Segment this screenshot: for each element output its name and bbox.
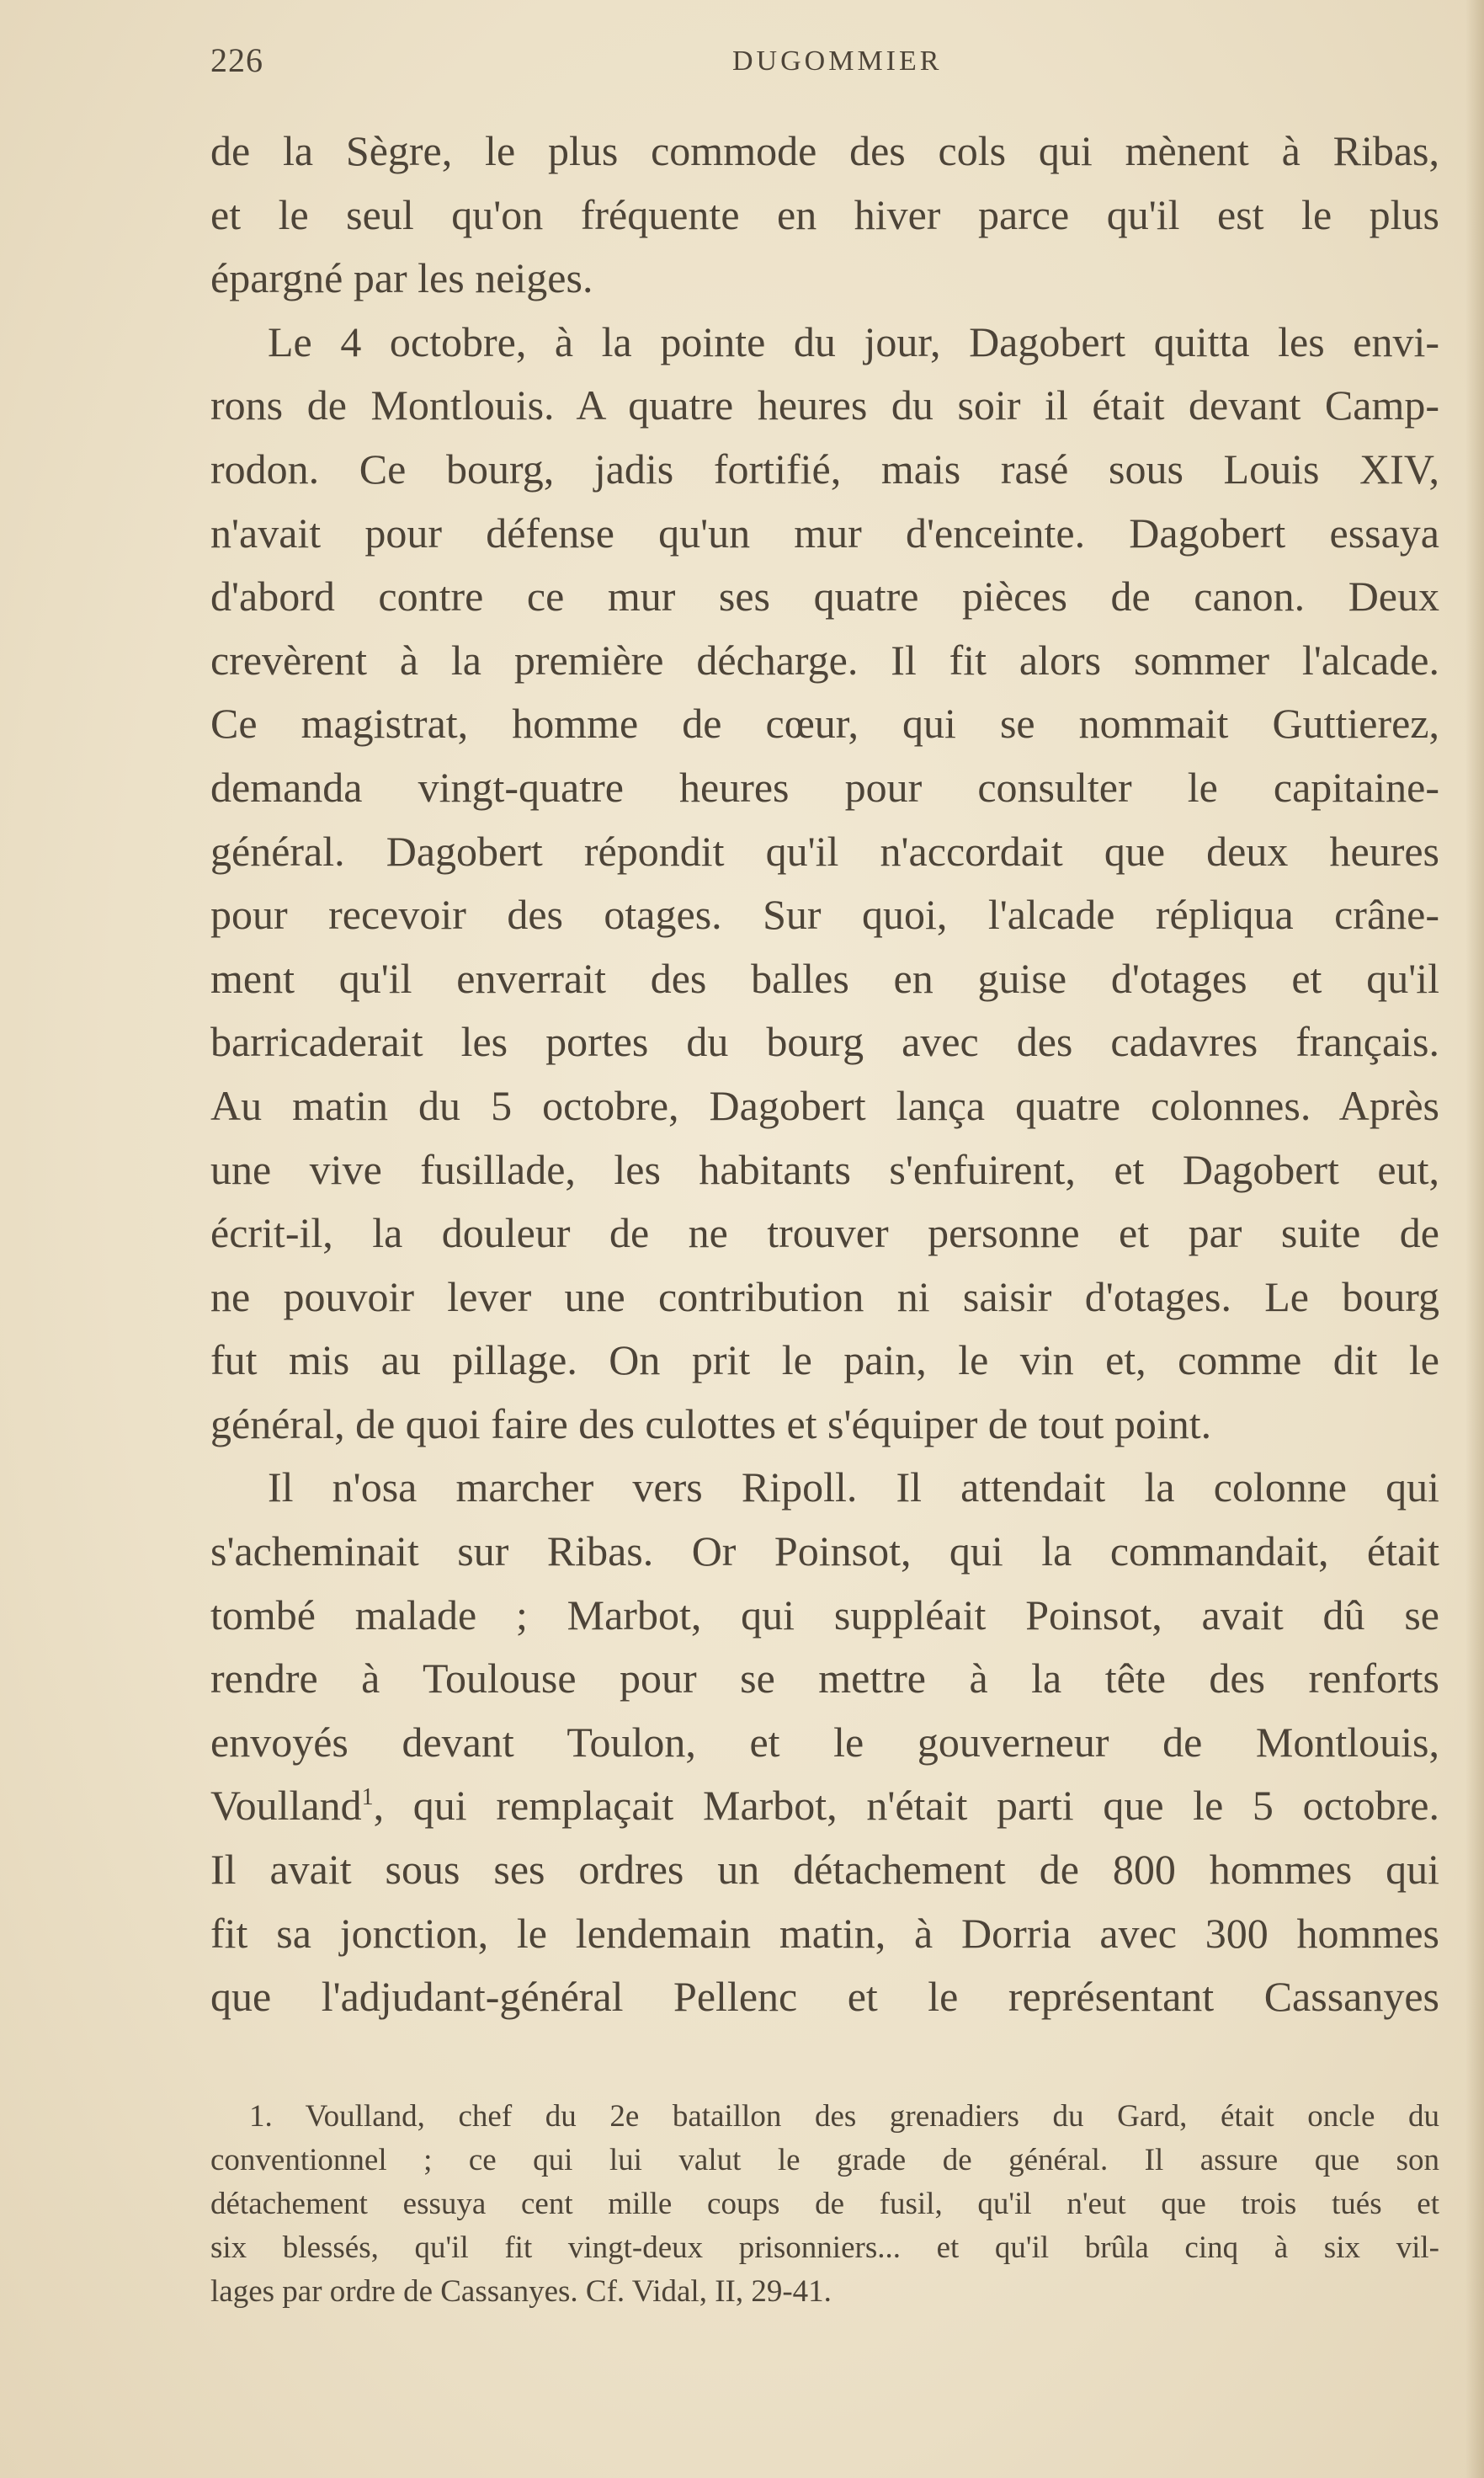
text-line: fit sa jonction, le lendemain matin, à Dorria avec 300 hommes (210, 1909, 1439, 1957)
footnote-line: conventionnel ; ce qui lui valut le grade de général. Il assure que son (210, 2143, 1439, 2177)
footnote-line: lages par ordre de Cassanyes. Cf. Vidal, II, 29-41. (210, 2274, 832, 2309)
text-line: n'avait pour défense qu'un mur d'enceinte. Dagobert essaya (210, 509, 1439, 557)
text-line: pour recevoir des otages. Sur quoi, l'alcade répliqua crâne- (210, 891, 1439, 939)
text-line: rodon. Ce bourg, jadis fortifié, mais rasé sous Louis XIV, (210, 445, 1439, 493)
text-line: Le 4 octobre, à la pointe du jour, Dagobert quitta les envi- (268, 317, 1439, 365)
text-line: que l'adjudant-général Pellenc et le représentant Cassanyes (210, 1973, 1439, 2021)
text-line: tombé malade ; Marbot, qui suppléait Poinsot, avait dû se (210, 1591, 1439, 1639)
text-line: épargné par les neiges. (210, 254, 593, 302)
footnote-line: détachement essuya cent mille coups de fusil, qu'il n'eut que trois tués et (210, 2187, 1439, 2221)
text-line: ment qu'il enverrait des balles en guise d'otages et qu'il (210, 954, 1439, 1002)
text-line: ne pouvoir lever une contribution ni saisir d'otages. Le bourg (210, 1272, 1439, 1320)
footnote-marker: 1 (361, 1784, 374, 1811)
text-line: Il n'osa marcher vers Ripoll. Il attendait la colonne qui (268, 1463, 1439, 1511)
page-number: 226 (210, 41, 263, 79)
text-line: général. Dagobert répondit qu'il n'accordait que deux heures (210, 827, 1439, 875)
page-edge-shadow (1465, 0, 1484, 2478)
text-line: fut mis au pillage. On prit le pain, le vin et, comme dit le (210, 1336, 1439, 1384)
text-line: général, de quoi faire des culottes et s'équiper de tout point. (210, 1399, 1212, 1447)
text-line: Au matin du 5 octobre, Dagobert lança quatre colonnes. Après (210, 1081, 1439, 1129)
text-line: Ce magistrat, homme de cœur, qui se nommait Guttierez, (210, 700, 1439, 748)
text-line: rendre à Toulouse pour se mettre à la tête des renforts (210, 1655, 1439, 1703)
text-line: de la Sègre, le plus commode des cols qui mènent à Ribas, (210, 127, 1439, 174)
text-line: d'abord contre ce mur ses quatre pièces de canon. Deux (210, 573, 1439, 621)
running-head: DUGOMMIER (732, 45, 943, 77)
text-line: s'acheminait sur Ribas. Or Poinsot, qui la commandait, était (210, 1527, 1439, 1575)
text-line: rons de Montlouis. A quatre heures du soir il était devant Camp- (210, 381, 1439, 429)
footnote-line: 1. Voulland, chef du 2e bataillon des grenadiers du Gard, était oncle du (249, 2099, 1439, 2134)
text-line: écrit-il, la douleur de ne trouver personne et par suite de (210, 1209, 1439, 1257)
page-header (210, 40, 1439, 91)
text-line: une vive fusillade, les habitants s'enfuirent, et Dagobert eut, (210, 1145, 1439, 1193)
text-line-with-note (210, 1774, 1439, 1838)
text-line: demanda vingt-quatre heures pour consulter le capitaine- (210, 763, 1439, 811)
footnote (210, 2095, 1439, 2314)
text-line: et le seul qu'on fréquente en hiver parce qu'il est le plus (210, 190, 1439, 238)
footnote-line: six blessés, qu'il fit vingt-deux prisonniers... et qu'il brûla cinq à six vil- (210, 2230, 1439, 2265)
text-line: Il avait sous ses ordres un détachement de 800 hommes qui (210, 1846, 1439, 1894)
text-line: envoyés devant Toulon, et le gouverneur de Montlouis, (210, 1718, 1439, 1766)
body-text (210, 120, 1439, 2029)
text-line-rest: , qui remplaçait Marbot, n'était parti que le 5 octobre. (373, 1782, 1439, 1830)
text-line: barricaderait les portes du bourg avec des cadavres français. (210, 1018, 1439, 1066)
text-line: crevèrent à la première décharge. Il fit alors sommer l'alcade. (210, 636, 1439, 684)
footnote-anchor-word: Voulland (210, 1782, 362, 1830)
